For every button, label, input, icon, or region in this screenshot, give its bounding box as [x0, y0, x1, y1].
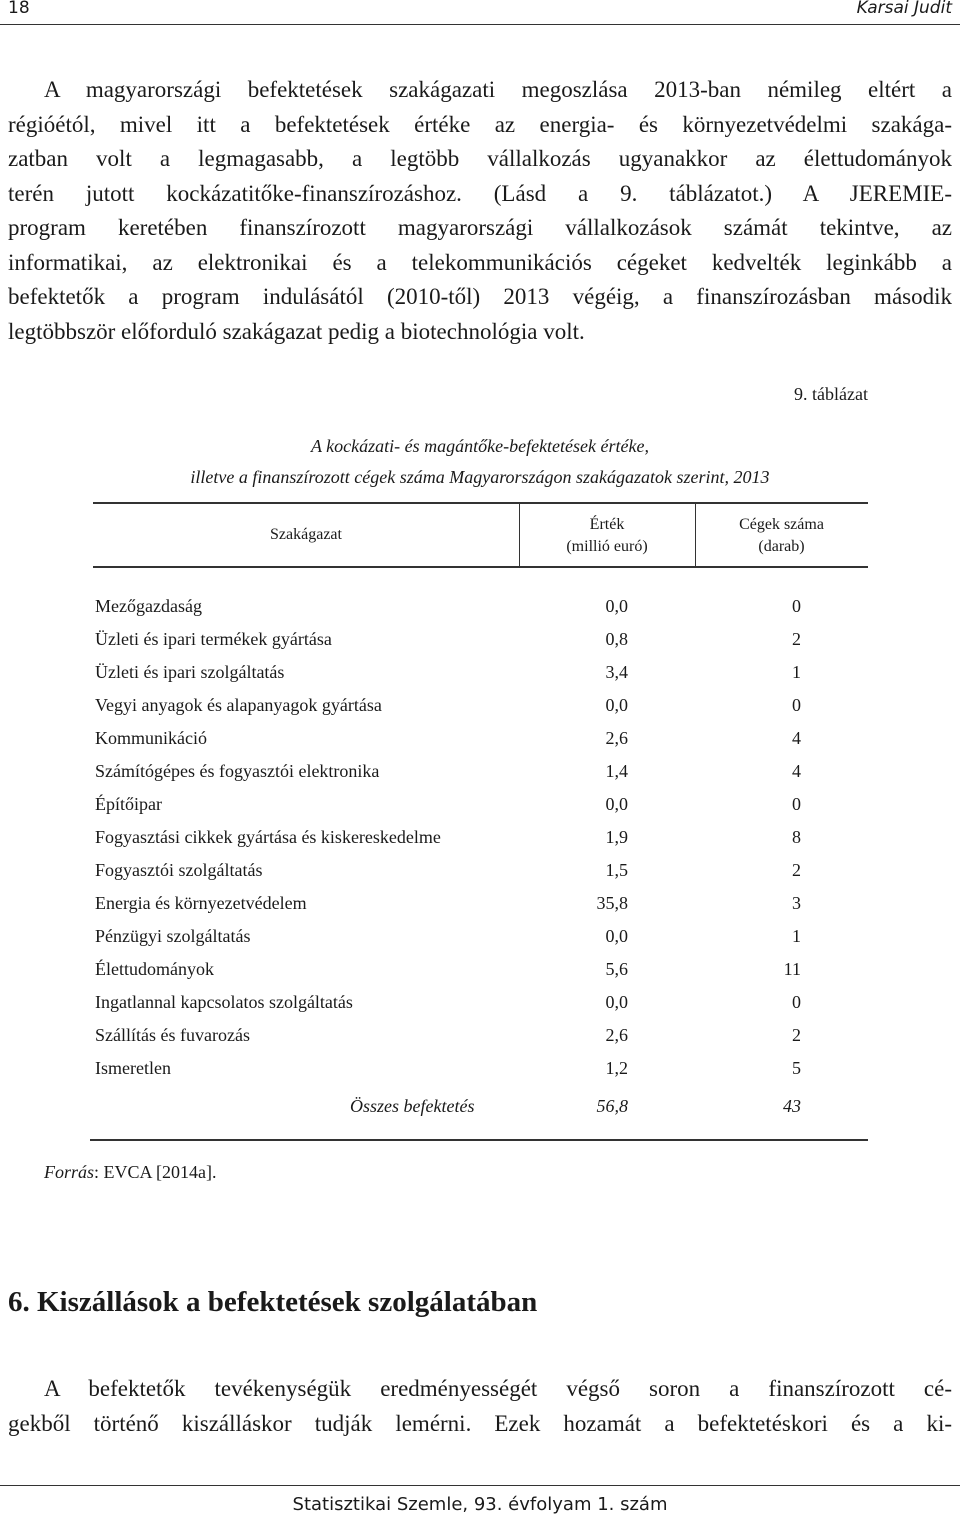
column-header-count [695, 514, 868, 558]
row-value: 35,8 [596, 893, 628, 913]
table-row [95, 986, 805, 1019]
row-count: 8 [792, 827, 801, 847]
row-value: 1,2 [605, 1058, 628, 1078]
table-row [95, 854, 805, 887]
table-row [95, 623, 805, 656]
paragraph-line: zatban volt a legmagasabb, a legtöbb vállalkozás ugyanakkor az élettudományok [8, 146, 952, 171]
row-sector: Mezőgazdaság [95, 596, 202, 616]
table-row [95, 920, 805, 953]
table-bottom-rule [90, 1139, 868, 1141]
column-header-sector: Szakágazat [270, 526, 342, 543]
row-sector: Vegyi anyagok és alapanyagok gyártása [95, 695, 382, 715]
row-value: 0,0 [605, 794, 628, 814]
table-row [95, 689, 805, 722]
table-row [95, 590, 805, 623]
table-title-line2: illetve a finanszírozott cégek száma Magyarországon szakágazatok szerint, 2013 [190, 467, 770, 487]
paragraph-line: régióétól, mivel itt a befektetések értéke az energia- és környezetvédelmi szakága- [8, 111, 952, 137]
table-header-rule [93, 566, 868, 568]
table-row [95, 755, 805, 788]
row-sector: Kommunikáció [95, 728, 207, 748]
row-count: 1 [792, 926, 801, 946]
journal-footer: Statisztikai Szemle, 93. évfolyam 1. szám [292, 1494, 668, 1515]
row-sector: Ismeretlen [95, 1058, 171, 1078]
table-row [95, 1019, 805, 1052]
row-sector: Élettudományok [95, 959, 214, 979]
section-heading: 6. Kiszállások a befektetések szolgálatában [8, 1286, 538, 1318]
paragraph-line: informatikai, az elektronikai és a telekommunikációs cégeket kedvelték leginkább a [8, 249, 952, 275]
row-count: 2 [792, 1025, 801, 1045]
row-count: 0 [792, 596, 801, 616]
table-source [44, 1162, 217, 1183]
row-count: 1 [792, 662, 801, 682]
row-value: 5,6 [605, 959, 628, 979]
column-header-value [519, 514, 695, 558]
table-top-rule [93, 502, 868, 504]
row-sector: Szállítás és fuvarozás [95, 1025, 250, 1045]
row-sector: Pénzügyi szolgáltatás [95, 926, 251, 946]
row-count: 11 [783, 959, 801, 979]
total-value: 56,8 [596, 1096, 628, 1116]
row-value: 2,6 [605, 728, 628, 748]
row-value: 0,8 [605, 629, 628, 649]
row-value: 1,4 [605, 761, 628, 781]
row-value: 0,0 [605, 926, 628, 946]
row-sector: Fogyasztói szolgáltatás [95, 860, 263, 880]
row-count: 0 [792, 992, 801, 1012]
paragraph-line: program keretében finanszírozott magyarországi vállalkozások számát tekintve, az [8, 215, 952, 240]
paragraph-line: befektetők a program indulásától (2010-től) 2013 végéig, a finanszírozásban második [8, 284, 952, 309]
row-sector: Fogyasztási cikkek gyártása és kiskereskedelme [95, 827, 441, 847]
row-count: 0 [792, 695, 801, 715]
table-title-line1: A kockázati- és magántőke-befektetések értéke, [310, 436, 649, 456]
header-rule [0, 24, 960, 25]
intro-paragraph [8, 73, 952, 349]
source-label: Forrás [44, 1162, 95, 1182]
table-total-row [95, 1090, 805, 1123]
row-count: 4 [792, 728, 801, 748]
column-header-count-line1: Cégek száma [739, 516, 824, 533]
paragraph-line: terén jutott kockázatitőke-finanszírozáshoz. (Lásd a 9. táblázatot.) A JEREMIE- [8, 180, 952, 206]
paragraph-line: legtöbbször előforduló szakágazat pedig a biotechnológia volt. [8, 318, 585, 344]
paragraph-line: A befektetők tevékenységük eredményességét végső soron a finanszírozott cé- [44, 1376, 952, 1401]
row-sector: Energia és környezetvédelem [95, 893, 307, 913]
row-sector: Üzleti és ipari szolgáltatás [95, 662, 285, 682]
footer-rule [0, 1485, 960, 1486]
table-row [95, 788, 805, 821]
row-value: 1,5 [605, 860, 628, 880]
row-sector: Építőipar [95, 794, 162, 814]
table-row [95, 656, 805, 689]
column-header-value-line2: (millió euró) [566, 538, 648, 555]
page-number: 18 [8, 0, 30, 18]
column-header-count-line2: (darab) [758, 538, 805, 555]
column-header-value-line1: Érték [589, 516, 625, 533]
row-sector: Számítógépes és fogyasztói elektronika [95, 761, 380, 781]
running-author: Karsai Judit [856, 0, 952, 18]
table-row [95, 953, 805, 986]
row-sector: Ingatlannal kapcsolatos szolgáltatás [95, 992, 353, 1012]
section-paragraph [8, 1372, 952, 1441]
paragraph-line: A magyarországi befektetések szakágazati megoszlása 2013-ban némileg eltért a [44, 77, 952, 102]
row-count: 5 [792, 1058, 801, 1078]
row-sector: Üzleti és ipari termékek gyártása [95, 629, 332, 649]
row-count: 4 [792, 761, 801, 781]
row-value: 3,4 [605, 662, 628, 682]
total-count: 43 [783, 1096, 801, 1116]
paragraph-line: gekből történő kiszálláskor tudják lemérni. Ezek hozamát a befektetéskori és a ki- [8, 1410, 952, 1436]
row-value: 0,0 [605, 695, 628, 715]
row-count: 2 [792, 860, 801, 880]
row-value: 0,0 [605, 596, 628, 616]
source-text: : EVCA [2014a]. [94, 1162, 217, 1182]
page-header [0, 0, 960, 24]
table-row [95, 821, 805, 854]
total-label: Összes befektetés [350, 1096, 475, 1116]
table-row [95, 887, 805, 920]
row-value: 2,6 [605, 1025, 628, 1045]
row-count: 3 [792, 893, 801, 913]
row-value: 0,0 [605, 992, 628, 1012]
row-count: 2 [792, 629, 801, 649]
row-count: 0 [792, 794, 801, 814]
table-row [95, 722, 805, 755]
row-value: 1,9 [605, 827, 628, 847]
table-number: 9. táblázat [794, 384, 868, 404]
table-row [95, 1052, 805, 1085]
